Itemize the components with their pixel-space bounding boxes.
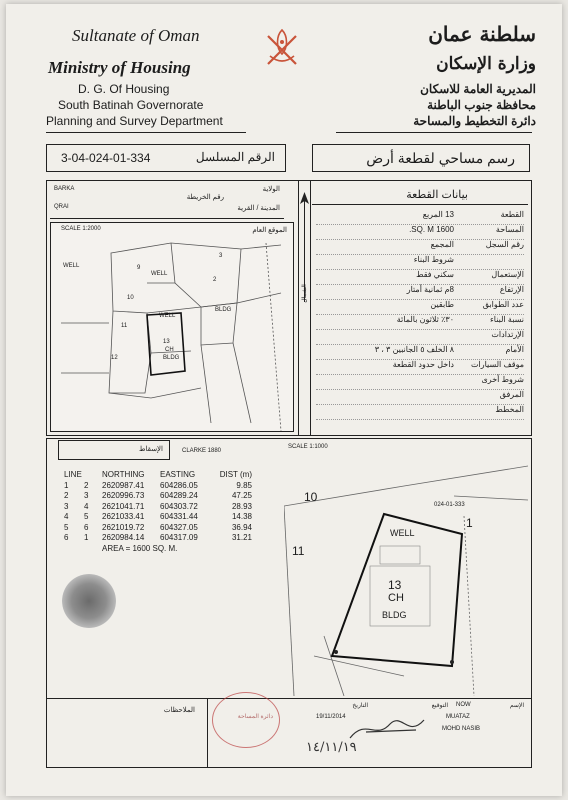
detail-map-drawing [284, 456, 528, 696]
plot-data-label: القطعة [500, 210, 524, 219]
table-cell: 6 [64, 533, 69, 542]
table-cell: 2620987.41 [102, 480, 145, 490]
general-scale: SCALE 1:2000 [61, 226, 101, 232]
department-title: Planning and Survey Department [46, 114, 223, 128]
table-cell: 3 [64, 501, 69, 511]
wilayat-value: BARKA [54, 186, 75, 192]
table-row [64, 533, 252, 544]
coords-header-row [64, 470, 252, 481]
general-map-label: الموقع العام [252, 227, 287, 234]
table-cell: 2621041.71 [102, 501, 145, 511]
village-value: QRAI [54, 204, 69, 210]
plot-data-row [316, 225, 524, 240]
plot-data-block [312, 184, 528, 432]
drawn-name: NOW [456, 702, 471, 708]
plot-data-value: المجمع [430, 240, 454, 249]
embossed-seal-icon [62, 574, 116, 628]
plot-data-label: نسبة البناء [490, 315, 524, 324]
plot-data-label: الإستعمال [491, 270, 524, 279]
handwritten-date: ١٤/١١/١٩ [306, 740, 357, 755]
table-cell: 6 [84, 522, 89, 532]
plot-3-label: 3 [219, 253, 223, 259]
table-cell: 31.21 [231, 533, 252, 542]
plot-data-label: الإرتفاع [499, 285, 524, 294]
plot-11-label: 11 [121, 323, 128, 329]
table-cell: 4 [84, 501, 89, 511]
plot-data-row [316, 240, 524, 255]
plot-9-label: 9 [137, 265, 141, 271]
ar-sultanate-logo: سلطنة عمان [428, 22, 536, 46]
plot-2-label: 2 [213, 277, 217, 283]
signature-block [286, 700, 528, 766]
table-cell: 36.94 [231, 522, 252, 532]
table-cell: 604317.09 [160, 533, 198, 542]
plot-data-row [316, 375, 524, 390]
coords-rows [64, 481, 252, 544]
plot-data-value: ٣٠٪ ثلاثون بالمائة [396, 315, 454, 324]
table-cell: 1 [64, 480, 69, 490]
plot-data-label: عدد الطوابق [482, 300, 524, 309]
table-cell: 2 [84, 480, 89, 490]
table-cell: 2 [64, 491, 69, 500]
col-line: LINE [64, 470, 82, 479]
area-total: AREA = 1600 SQ. M. [102, 543, 178, 553]
plot-data-row [316, 285, 524, 300]
detail-plot-13: 13 [388, 578, 402, 592]
header-underline-right [336, 132, 532, 133]
plot-data-underline [312, 204, 528, 205]
plot-data-value: 1600 SQ. M. [409, 225, 454, 234]
plot-12-label: 12 [111, 355, 118, 361]
plot-data-row [316, 315, 524, 330]
col-northing: NORTHING [102, 470, 145, 479]
table-cell: 604303.72 [160, 501, 198, 511]
date-col-label: التاريخ [352, 703, 368, 709]
plot-data-value: داخل حدود القطعة [392, 360, 454, 369]
col-dist: DIST (m) [219, 470, 252, 479]
plot-data-row [316, 345, 524, 360]
plot-data-value: 13 المربع [422, 210, 454, 219]
table-row [64, 502, 252, 513]
table-cell: 2621033.41 [102, 512, 145, 521]
general-site-map [50, 222, 294, 432]
remarks-box [46, 698, 208, 768]
plot-data-value: ٨ الخلف ٥ الجانبين ٣ ، ٣ [374, 345, 454, 354]
table-cell: 28.93 [231, 501, 252, 511]
name-col-label: الإسم [509, 703, 524, 709]
plot-data-label: المرفق [499, 390, 524, 399]
table-cell: 47.25 [231, 491, 252, 500]
handwritten-signature-icon [346, 708, 436, 748]
coords-table [64, 470, 252, 554]
col-blank [84, 470, 102, 481]
projection-label: الإسقاط [139, 446, 163, 453]
projection-box [58, 440, 170, 460]
plot-10-label: 10 [127, 295, 134, 301]
table-cell: 1 [84, 533, 89, 542]
dg-title: D. G. Of Housing [78, 82, 170, 96]
serial-number: 3-04-024-01-334 [61, 151, 151, 165]
detail-plot-10: 10 [304, 490, 318, 504]
ar-governorate-title: محافظة جنوب الباطنة [427, 98, 536, 112]
detail-well: WELL [390, 528, 415, 538]
plot-data-label: الإرتدادات [491, 330, 524, 339]
stamp-text: دائرة المساحة [237, 714, 273, 720]
well-label-1: WELL [63, 263, 80, 269]
plot-data-row [316, 405, 524, 420]
plot-data-row [316, 270, 524, 285]
detail-bldg: BLDG [382, 610, 407, 620]
checked-name: MUATAZ [446, 714, 470, 720]
remarks-label: الملاحظات [163, 707, 195, 714]
well-label-2: WELL [151, 271, 168, 277]
ministry-title: Ministry of Housing [48, 58, 191, 77]
survey-sheet [6, 4, 562, 796]
table-cell: 2620984.14 [102, 533, 145, 542]
plot-13-label: 13 [163, 339, 170, 345]
plot-data-label: موقف السيارات [470, 360, 524, 369]
map-no-label: رقم الخريطة [186, 194, 224, 201]
plot-data-value: طابقين [430, 300, 454, 309]
ar-dg-title: المديرية العامة للاسكان [420, 82, 536, 96]
detail-ch: CH [388, 592, 404, 604]
table-cell: 604331.44 [160, 512, 198, 521]
table-cell: 2620996.73 [102, 491, 145, 500]
table-cell: 604286.05 [160, 480, 198, 490]
header-underline-left [46, 132, 246, 133]
north-label: الشمال [301, 284, 308, 303]
plot-data-row [316, 255, 524, 270]
survey-stamp-icon [212, 692, 280, 748]
table-cell: 9.85 [236, 480, 252, 490]
approved-name: MOHD NASIB [442, 726, 481, 732]
table-row [64, 512, 252, 523]
table-cell: 4 [64, 512, 69, 521]
wilayat-label: الولاية [262, 186, 280, 193]
detail-plot-11: 11 [292, 544, 305, 558]
serial-box [46, 144, 286, 172]
serial-label: الرقم المسلسل [195, 150, 275, 164]
plot-data-row [316, 360, 524, 375]
table-cell: 5 [64, 522, 69, 532]
table-row [64, 481, 252, 492]
plot-data-label: المخطط [495, 405, 524, 414]
plot-data-row [316, 300, 524, 315]
plot-data-label: المساحة [495, 225, 524, 234]
oman-emblem-icon [262, 26, 302, 70]
table-row [64, 491, 252, 502]
projection-value: CLARKE 1880 [182, 448, 222, 454]
bldg-label-2: BLDG [215, 307, 232, 313]
location-block [50, 184, 284, 219]
col-easting: EASTING [160, 470, 196, 479]
plot-title-box [312, 144, 530, 172]
plot-data-value: 8م ثمانية أمتار [406, 285, 454, 294]
table-row [64, 523, 252, 534]
governorate-title: South Batinah Governorate [58, 98, 204, 112]
plot-data-row [316, 390, 524, 405]
general-map-drawing [51, 223, 293, 431]
table-cell: 604327.05 [160, 522, 198, 532]
detail-plot-1: 1 [466, 516, 473, 530]
table-cell: 604289.24 [160, 491, 198, 500]
sultanate-title: Sultanate of Oman [72, 26, 200, 45]
plot-data-value: شروط البناء [413, 255, 454, 264]
checked-date: 19/11/2014 [316, 714, 346, 720]
ar-ministry-title: وزارة الإسكان [436, 54, 536, 74]
plot-data-label: شروط أخرى [481, 375, 524, 384]
plot-data-label: الأمام [505, 345, 524, 354]
plot-data-label: رقم السجل [485, 240, 524, 249]
plot-title: رسم مساحي لقطعة أرض [366, 150, 515, 166]
table-cell: 3 [84, 491, 89, 500]
sign-col-label: التوقيع [431, 703, 448, 709]
well-label-3: WELL [159, 313, 176, 319]
divider-right [310, 180, 311, 436]
table-cell: 14.38 [231, 512, 252, 521]
detail-scale: SCALE 1:1000 [288, 444, 328, 450]
bldg-label: BLDG [163, 355, 180, 361]
plot-data-value: سكني فقط [416, 270, 454, 279]
ch-label: CH [165, 347, 174, 353]
plot-data-title: بيانات القطعة [406, 189, 468, 201]
plot-data-row [316, 330, 524, 345]
village-label: المدينة / القرية [237, 205, 280, 212]
detail-ref: 024-01-333 [434, 502, 465, 508]
ar-department-title: دائرة التخطيط والمساحة [413, 114, 536, 128]
detail-plot-map [284, 456, 528, 696]
table-cell: 5 [84, 512, 89, 521]
table-cell: 2621019.72 [102, 522, 145, 532]
plot-data-row [316, 210, 524, 225]
